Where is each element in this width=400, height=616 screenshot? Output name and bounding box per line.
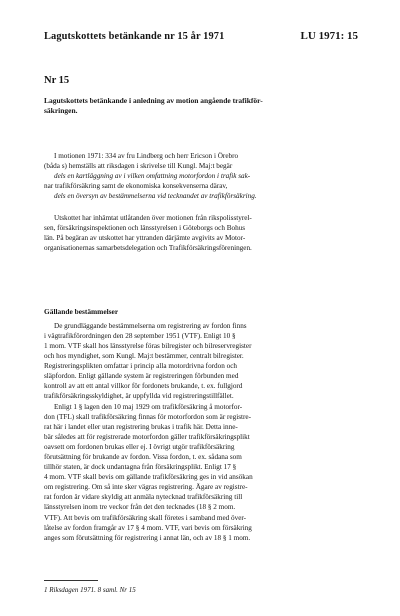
text-line: De grundläggande bestämmelserna om registrering av fordon finns [54, 322, 247, 330]
text-line: förutsättning för brukande av fordon. Vissa fordon, t. ex. sådana som [44, 453, 242, 462]
text-line: VTF). Att bevis om trafikförsäkring skall företes i samband med över- [44, 513, 247, 522]
footnote: 1 Riksdagen 1971. 8 saml. Nr 15 [44, 586, 136, 594]
text-line: låtelse av fordon framgår av 17 § 4 mom. VTF, vari bevis om försäkring [44, 523, 252, 532]
subtitle-line: säkringen. [44, 106, 78, 116]
text-line: don (TFL) skall trafikförsäkring finnas för motorfordon som är registre- [44, 413, 251, 422]
text-line: Enligt 1 § lagen den 10 maj 1929 om trafikförsäkring å motorfor- [54, 403, 243, 411]
text-line: dels en kartläggning av i vilken omfattning motorfordon i trafik sak- [54, 172, 251, 181]
text-line: oavsett om fordonen brukas eller ej. I övrigt utgör trafikförsäkring [44, 443, 235, 452]
text-line: släpfordon. Enligt gällande system är registreringen förbunden med [44, 372, 239, 381]
subtitle-line: Lagutskottets betänkande i anledning av motion angående trafikför- [44, 96, 263, 105]
text-line: rat här i landet eller utan registrering brukas i trafik här. Detta inne- [44, 423, 238, 432]
running-header-title: Lagutskottets betänkande nr 15 år 1971 [44, 31, 225, 42]
text-line: trafikförsäkringsskyldighet, är uppfyllda vid registreringstillfället. [44, 392, 234, 401]
text-line: rat fordon är vidare skyldig att anmäla nytecknad trafikförsäkring till [44, 493, 243, 502]
text-line: anges som förutsättning för registrering i annat län, och av 18 § 1 mom. [44, 533, 251, 542]
text-line: 4 mom. VTF skall bevis om gällande trafikförsäkring ges in vid ansökan [44, 473, 253, 482]
intro-paragraph [44, 151, 360, 201]
text-line: sen, försäkringsinspektionen och länsstyrelsen i Göteborgs och Bohus [44, 224, 246, 233]
footnote-divider [44, 580, 98, 581]
section-heading: Gällande bestämmelser [44, 307, 119, 316]
text-line: län. På begäran av utskottet har yttranden därjämte avgivits av Motor- [44, 234, 246, 243]
text-line: 1 mom. VTF skall hos länsstyrelse föras bilregister och bilreservregister [44, 342, 252, 351]
section-paragraph-1 [44, 321, 360, 401]
text-line: nar trafikförsäkring samt de ekonomiska konsekvenserna därav, [44, 182, 228, 191]
text-line: I motionen 1971: 334 av fru Lindberg och herr Ericson i Örebro [54, 152, 239, 160]
text-line: i vägtrafikförordningen den 28 september 1951 (VTF). Enligt 10 § [44, 332, 236, 341]
report-number: Nr 15 [44, 75, 70, 86]
running-header-reference: LU 1971: 15 [300, 30, 358, 42]
text-line: dels en översyn av bestämmelserna vid tecknandet av trafikförsäkring. [54, 192, 257, 201]
text-line: organisationernas samarbetsdelegation och Trafikförsäkringsföreningen. [44, 244, 252, 253]
text-line: (båda s) hemställs att riksdagen i skrivelse till Kungl. Maj:t begär [44, 162, 233, 171]
text-line: bär således att för registrerade motorfordon gäller trafikförsäkringsplikt [44, 433, 250, 442]
text-line: Utskottet har inhämtat utlåtanden över motionen från rikspolisstyrel- [54, 214, 252, 222]
text-line: kontroll av att ett antal villkor för fordonets brukande, t. ex. fullgjord [44, 382, 243, 391]
text-line: Registreringsplikten omfattar i princip alla motordrivna fordon och [44, 362, 238, 371]
text-line: tillhör staten, är dock undantagna från försäkringsplikt. Enligt 17 § [44, 463, 237, 472]
text-line: länsstyrelsen inom tre veckor från det den tecknades (18 § 2 mom. [44, 503, 236, 512]
utskott-paragraph [44, 213, 360, 253]
section-paragraph-2 [44, 402, 360, 543]
text-line: och hos myndighet, som Kungl. Maj:t bestämmer, centralt bilregister. [44, 352, 244, 361]
report-subtitle [44, 96, 360, 116]
text-line: om registrering. Om så inte sker vägras registrering. Ägare av registre- [44, 483, 248, 492]
